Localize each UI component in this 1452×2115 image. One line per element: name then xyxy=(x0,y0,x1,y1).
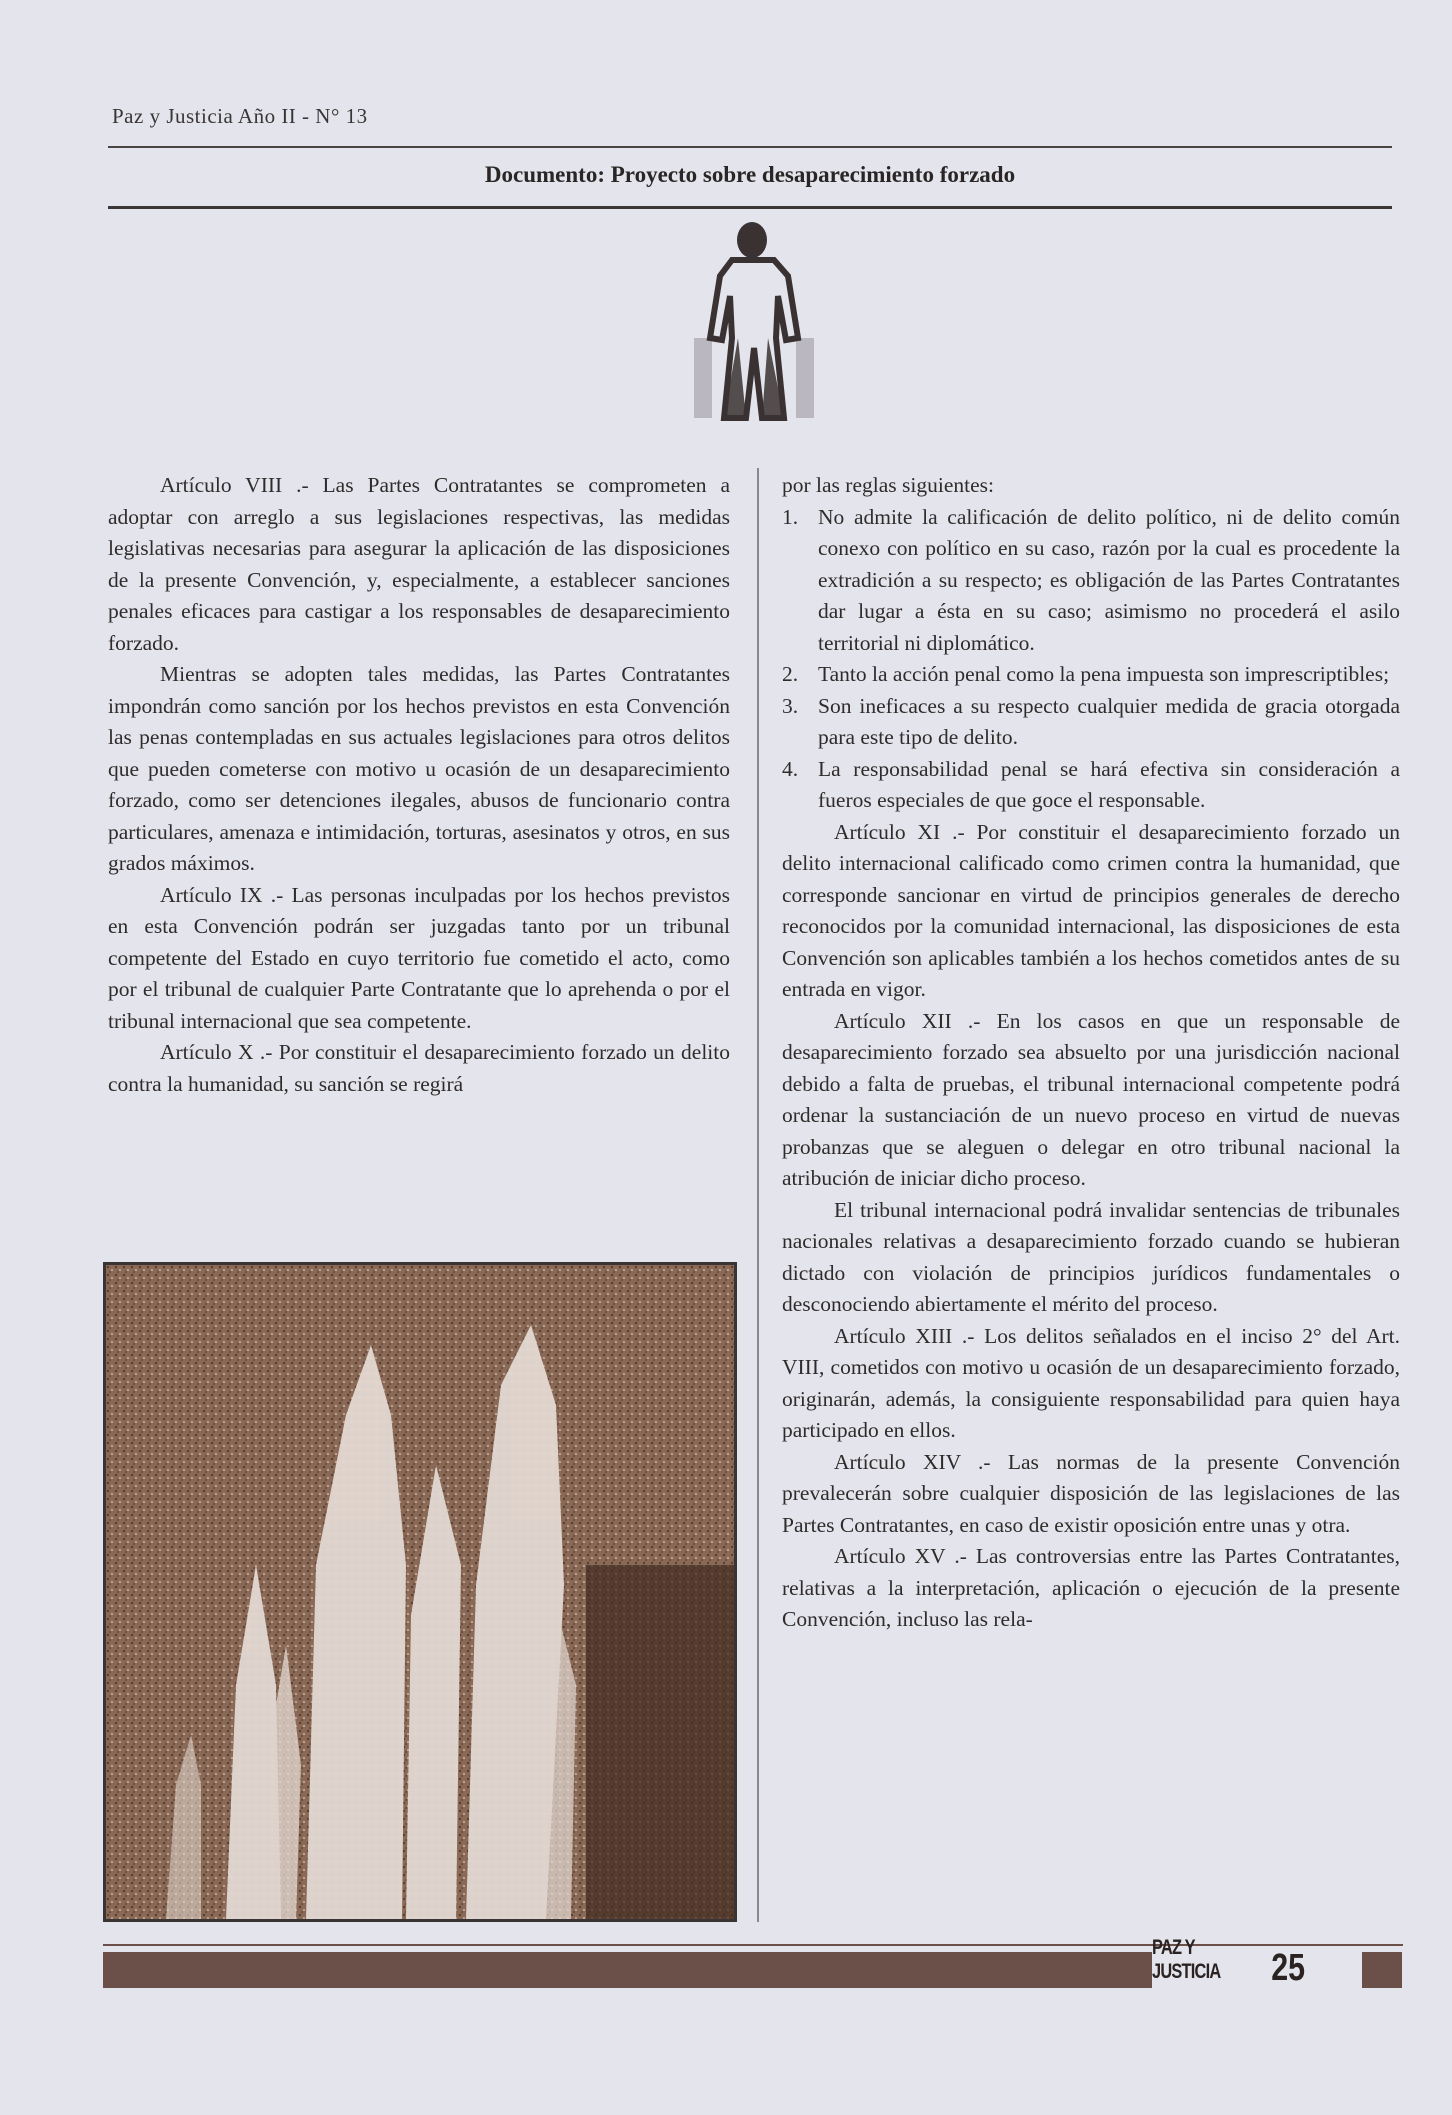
list-number: 2. xyxy=(782,662,799,686)
footer-brand xyxy=(1152,1936,1318,1989)
document-title: Documento: Proyecto sobre desaparecimiento forzado xyxy=(484,162,1016,187)
paragraph: por las reglas siguientes: xyxy=(782,473,994,497)
list-text: Tanto la acción penal como la pena impuesta son imprescriptibles; xyxy=(818,662,1390,686)
running-head: Paz y Justicia Año II - N° 13 xyxy=(112,104,368,128)
page-number: 25 xyxy=(1271,1947,1306,1989)
list-item xyxy=(782,659,1400,691)
header-rule xyxy=(108,146,1392,148)
list-item xyxy=(782,502,1400,660)
article-xv-paragraph: Artículo XV .- Las controversias entre las Partes Contratantes, relativas a la interpretación, aplicación o ejecución de la presente Convención, incluso las rela- xyxy=(782,1544,1400,1631)
list-text: La responsabilidad penal se hará efectiva sin consideración a fueros especiales de que goce el responsable. xyxy=(818,756,1400,812)
article-xiv-paragraph: Artículo XIV .- Las normas de la presente Convención prevalecerán sobre cualquier disposición de las legislaciones de las Partes Contratantes, en caso de existir oposición entre unas y otra. xyxy=(782,1449,1400,1537)
right-column xyxy=(782,470,1400,1636)
silhouettes-illustration xyxy=(103,1262,737,1922)
standing-person-silhouette-icon xyxy=(680,218,828,424)
list-item xyxy=(782,754,1400,817)
title-rule xyxy=(108,206,1392,209)
left-column xyxy=(108,470,730,1100)
paragraph: Mientras se adopten tales medidas, las Partes Contratantes impondrán como sanción por los hechos previstos en esta Convención las penas contempladas en sus actuales legislaciones para otros delitos que pueden cometerse con motivo u ocasión de un desaparecimiento forzado, como ser detenciones ilegales, abusos de funcionario contra particulares, amenaza e intimidación, torturas, asesinatos y otros, en sus grados máximos. xyxy=(108,662,730,875)
article-ix-paragraph: Artículo IX .- Las personas inculpadas por los hechos previstos en esta Convención podrán ser juzgadas tanto por un tribunal competente del Estado en cuyo territorio fue cometido el acto, como por el tribunal de cualquier Parte Contratante que lo aprehenda o por el tribunal internacional que sea competente. xyxy=(108,882,730,1033)
footer-end-block xyxy=(1362,1952,1402,1988)
rules-list xyxy=(782,502,1400,817)
article-x-paragraph: Artículo X .- Por constituir el desaparecimiento forzado un delito contra la humanidad, su sanción se regirá xyxy=(108,1040,730,1096)
list-item xyxy=(782,691,1400,754)
footer-bar xyxy=(103,1952,1152,1988)
article-xi-paragraph: Artículo XI .- Por constituir el desaparecimiento forzado un delito internacional calificado como crimen contra la humanidad, que corresponde sancionar en virtud de principios generales de derecho reconocidos por la comunidad internacional, las disposiciones de esta Convención son aplicables también a los hechos cometidos antes de su entrada en vigor. xyxy=(782,819,1400,1001)
list-text: No admite la calificación de delito político, ni de delito común conexo con político en su caso, razón por la cual es procedente la extradición a su respecto; es obligación de las Partes Contratantes dar lugar a ésta en su caso; asimismo no procederá el asilo territorial ni diplomático. xyxy=(818,504,1400,655)
list-number: 4. xyxy=(782,756,799,781)
article-xiii-paragraph: Artículo XIII .- Los delitos señalados en el inciso 2° del Art. VIII, cometidos con motivo u ocasión de un desaparecimiento forzado, originarán, además, la consiguiente responsabilidad para quien haya participado en ellos. xyxy=(782,1323,1400,1442)
paragraph: El tribunal internacional podrá invalidar sentencias de tribunales nacionales relativas a desaparecimiento forzado cuando se hubieran dictado con violación de principios jurídicos fundamentales o desconociendo abiertamente el mérito del proceso. xyxy=(782,1197,1400,1316)
article-xii-paragraph: Artículo XII .- En los casos en que un responsable de desaparecimiento forzado sea absuelto por una jurisdicción nacional debido a falta de pruebas, el tribunal internacional competente podrá ordenar la sustanciación de un nuevo proceso en virtud de nuevas probanzas que se aleguen o delegar en otro tribunal nacional la atribución de iniciar dicho proceso. xyxy=(782,1008,1400,1190)
footer-brand-name: PAZ Y JUSTICIA xyxy=(1152,1936,1221,1983)
list-number: 1. xyxy=(782,504,799,529)
list-number: 3. xyxy=(782,693,799,718)
list-text: Son ineficaces a su respecto cualquier medida de gracia otorgada para este tipo de delito. xyxy=(818,693,1400,749)
silhouettes-icon xyxy=(106,1265,734,1919)
article-viii-paragraph: Artículo VIII .- Las Partes Contratantes se comprometen a adoptar con arreglo a sus legislaciones respectivas, las medidas legislativas necesarias para asegurar la aplicación de las disposiciones de la presente Convención, y, especialmente, a establecer sanciones penales eficaces para castigar a los responsables de desaparecimiento forzado. xyxy=(108,473,730,655)
column-divider xyxy=(757,468,759,1922)
